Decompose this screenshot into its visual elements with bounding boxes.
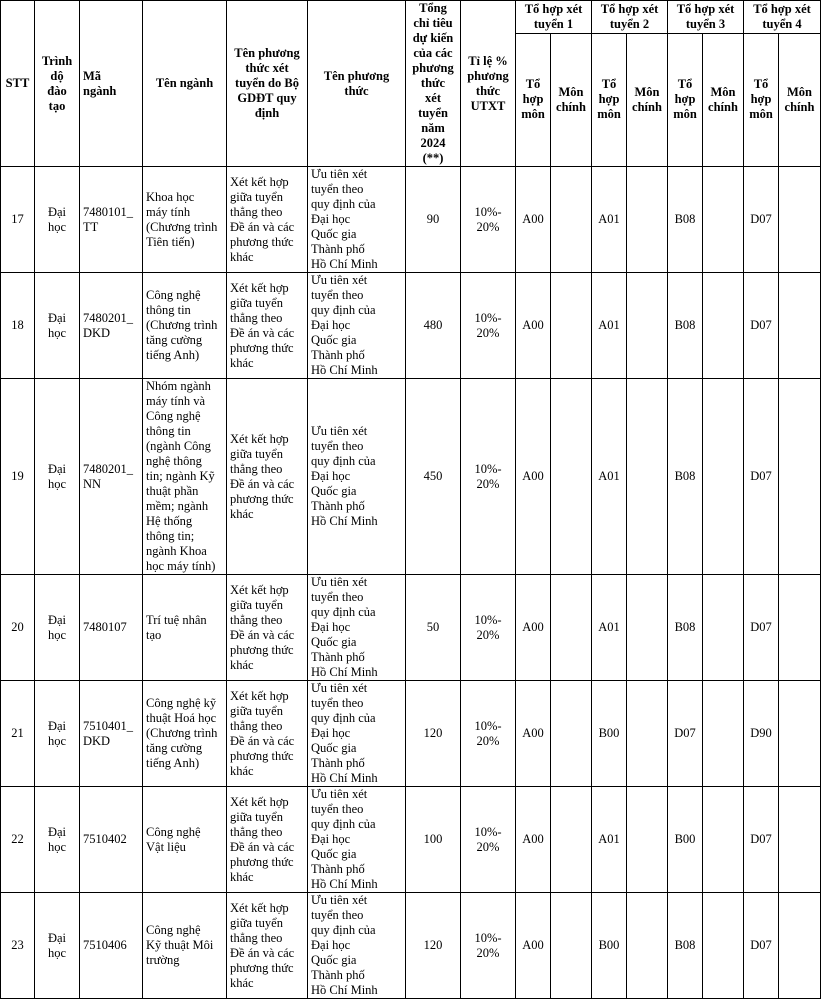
cell-mon-chinh-1: [551, 167, 592, 273]
cell-mon-chinh-1: [551, 273, 592, 379]
cell-ten-pt: Ưu tiên xét tuyển theo quy định của Đại học Quốc gia Thành phố Hồ Chí Minh: [308, 167, 406, 273]
cell-ten-pt: Ưu tiên xét tuyển theo quy định của Đại học Quốc gia Thành phố Hồ Chí Minh: [308, 787, 406, 893]
header-mon-chinh-4: Môn chính: [779, 33, 821, 166]
cell-ten-pt: Ưu tiên xét tuyển theo quy định của Đại học Quốc gia Thành phố Hồ Chí Minh: [308, 575, 406, 681]
cell-mon-chinh-1: [551, 787, 592, 893]
cell-to-hop-2: A01: [592, 575, 627, 681]
cell-ten-pt: Ưu tiên xét tuyển theo quy định của Đại học Quốc gia Thành phố Hồ Chí Minh: [308, 681, 406, 787]
cell-mon-chinh-1: [551, 681, 592, 787]
cell-ten-pt: Ưu tiên xét tuyển theo quy định của Đại học Quốc gia Thành phố Hồ Chí Minh: [308, 379, 406, 575]
cell-chi-tieu: 480: [406, 273, 461, 379]
cell-to-hop-4: D07: [744, 167, 779, 273]
header-to-hop-4: Tổ hợp xét tuyển 4: [744, 1, 821, 34]
header-mon-chinh-2: Môn chính: [627, 33, 668, 166]
cell-ten-nganh: Công nghệ Kỹ thuật Môi trường: [143, 893, 227, 999]
cell-ten-pt-bo: Xét kết hợp giữa tuyển thẳng theo Đề án và các phương thức khác: [227, 273, 308, 379]
table-body: [1, 167, 821, 999]
header-ten-pt-bo: Tên phương thức xét tuyển do Bộ GDĐT quy định: [227, 1, 308, 167]
header-ma-nganh: Mã ngành: [80, 1, 143, 167]
cell-stt: 21: [1, 681, 35, 787]
cell-ti-le: 10%- 20%: [461, 575, 516, 681]
cell-ten-pt-bo: Xét kết hợp giữa tuyển thẳng theo Đề án và các phương thức khác: [227, 681, 308, 787]
cell-trinh-do: Đại học: [35, 575, 80, 681]
cell-mon-chinh-3: [703, 273, 744, 379]
cell-ma-nganh: 7480101_ TT: [80, 167, 143, 273]
cell-stt: 18: [1, 273, 35, 379]
cell-ten-pt-bo: Xét kết hợp giữa tuyển thẳng theo Đề án và các phương thức khác: [227, 575, 308, 681]
cell-mon-chinh-2: [627, 379, 668, 575]
header-mon-chinh-1: Môn chính: [551, 33, 592, 166]
cell-mon-chinh-4: [779, 167, 821, 273]
cell-to-hop-2: A01: [592, 273, 627, 379]
header-tong-chi-tieu: Tổng chỉ tiêu dự kiến của các phương thức xét tuyển năm 2024 (**): [406, 1, 461, 167]
cell-to-hop-3: B08: [668, 893, 703, 999]
cell-to-hop-1: A00: [516, 575, 551, 681]
cell-to-hop-3: D07: [668, 681, 703, 787]
cell-to-hop-4: D07: [744, 379, 779, 575]
header-to-hop-2: Tổ hợp xét tuyển 2: [592, 1, 668, 34]
header-mon-chinh-3: Môn chính: [703, 33, 744, 166]
cell-ti-le: 10%- 20%: [461, 167, 516, 273]
header-stt: STT: [1, 1, 35, 167]
cell-mon-chinh-4: [779, 681, 821, 787]
cell-mon-chinh-4: [779, 787, 821, 893]
table-row: [1, 273, 821, 379]
cell-to-hop-3: B00: [668, 787, 703, 893]
cell-to-hop-3: B08: [668, 167, 703, 273]
cell-ti-le: 10%- 20%: [461, 273, 516, 379]
cell-trinh-do: Đại học: [35, 681, 80, 787]
cell-ma-nganh: 7510401_ DKD: [80, 681, 143, 787]
cell-mon-chinh-4: [779, 379, 821, 575]
cell-to-hop-1: A00: [516, 273, 551, 379]
cell-ma-nganh: 7510402: [80, 787, 143, 893]
cell-to-hop-3: B08: [668, 379, 703, 575]
cell-ten-pt-bo: Xét kết hợp giữa tuyển thẳng theo Đề án và các phương thức khác: [227, 893, 308, 999]
cell-ten-nganh: Công nghệ Vật liệu: [143, 787, 227, 893]
cell-stt: 20: [1, 575, 35, 681]
cell-chi-tieu: 50: [406, 575, 461, 681]
header-to-hop-mon-2: Tổ hợp môn: [592, 33, 627, 166]
cell-ten-nganh: Nhóm ngành máy tính và Công nghệ thông tin (ngành Công nghệ thông tin; ngành Kỹ thuật phần mềm; ngành Hệ thống thông tin; ngành Khoa học máy tính): [143, 379, 227, 575]
header-to-hop-mon-3: Tổ hợp môn: [668, 33, 703, 166]
cell-to-hop-1: A00: [516, 893, 551, 999]
cell-stt: 17: [1, 167, 35, 273]
cell-to-hop-2: A01: [592, 787, 627, 893]
cell-mon-chinh-1: [551, 893, 592, 999]
cell-chi-tieu: 120: [406, 893, 461, 999]
cell-to-hop-1: A00: [516, 167, 551, 273]
cell-to-hop-4: D90: [744, 681, 779, 787]
cell-mon-chinh-4: [779, 575, 821, 681]
cell-ma-nganh: 7510406: [80, 893, 143, 999]
cell-ten-nganh: Công nghệ kỹ thuật Hoá học (Chương trình tăng cường tiếng Anh): [143, 681, 227, 787]
cell-mon-chinh-2: [627, 167, 668, 273]
cell-ten-pt: Ưu tiên xét tuyển theo quy định của Đại học Quốc gia Thành phố Hồ Chí Minh: [308, 893, 406, 999]
cell-to-hop-2: B00: [592, 893, 627, 999]
cell-to-hop-4: D07: [744, 273, 779, 379]
cell-trinh-do: Đại học: [35, 787, 80, 893]
cell-ten-pt: Ưu tiên xét tuyển theo quy định của Đại học Quốc gia Thành phố Hồ Chí Minh: [308, 273, 406, 379]
cell-mon-chinh-3: [703, 379, 744, 575]
cell-mon-chinh-2: [627, 787, 668, 893]
cell-ten-pt-bo: Xét kết hợp giữa tuyển thẳng theo Đề án và các phương thức khác: [227, 379, 308, 575]
cell-mon-chinh-4: [779, 893, 821, 999]
header-ti-le: Tỉ lệ % phương thức UTXT: [461, 1, 516, 167]
cell-mon-chinh-2: [627, 893, 668, 999]
cell-chi-tieu: 450: [406, 379, 461, 575]
cell-to-hop-4: D07: [744, 787, 779, 893]
cell-to-hop-4: D07: [744, 575, 779, 681]
header-to-hop-mon-1: Tổ hợp môn: [516, 33, 551, 166]
table-row: [1, 893, 821, 999]
cell-ten-pt-bo: Xét kết hợp giữa tuyển thẳng theo Đề án và các phương thức khác: [227, 167, 308, 273]
cell-ti-le: 10%- 20%: [461, 379, 516, 575]
header-row-top: [1, 1, 821, 34]
cell-mon-chinh-4: [779, 273, 821, 379]
cell-mon-chinh-2: [627, 681, 668, 787]
cell-mon-chinh-1: [551, 379, 592, 575]
cell-mon-chinh-2: [627, 273, 668, 379]
cell-ti-le: 10%- 20%: [461, 787, 516, 893]
header-trinh-do: Trình dộ đào tạo: [35, 1, 80, 167]
cell-chi-tieu: 100: [406, 787, 461, 893]
cell-ma-nganh: 7480107: [80, 575, 143, 681]
cell-mon-chinh-3: [703, 575, 744, 681]
cell-ma-nganh: 7480201_ DKD: [80, 273, 143, 379]
cell-mon-chinh-3: [703, 893, 744, 999]
cell-stt: 22: [1, 787, 35, 893]
cell-ten-nganh: Khoa học máy tính (Chương trình Tiên tiến): [143, 167, 227, 273]
cell-chi-tieu: 120: [406, 681, 461, 787]
header-to-hop-3: Tổ hợp xét tuyển 3: [668, 1, 744, 34]
cell-ti-le: 10%- 20%: [461, 893, 516, 999]
cell-mon-chinh-3: [703, 787, 744, 893]
cell-to-hop-2: A01: [592, 379, 627, 575]
header-to-hop-mon-4: Tổ hợp môn: [744, 33, 779, 166]
table-row: [1, 575, 821, 681]
cell-to-hop-3: B08: [668, 273, 703, 379]
cell-stt: 23: [1, 893, 35, 999]
cell-to-hop-2: A01: [592, 167, 627, 273]
cell-stt: 19: [1, 379, 35, 575]
cell-to-hop-2: B00: [592, 681, 627, 787]
table-row: [1, 167, 821, 273]
cell-trinh-do: Đại học: [35, 893, 80, 999]
cell-chi-tieu: 90: [406, 167, 461, 273]
cell-ten-nganh: Công nghệ thông tin (Chương trình tăng cường tiếng Anh): [143, 273, 227, 379]
cell-to-hop-3: B08: [668, 575, 703, 681]
cell-to-hop-1: A00: [516, 379, 551, 575]
cell-to-hop-1: A00: [516, 681, 551, 787]
cell-trinh-do: Đại học: [35, 167, 80, 273]
table-row: [1, 379, 821, 575]
cell-mon-chinh-2: [627, 575, 668, 681]
cell-to-hop-4: D07: [744, 893, 779, 999]
cell-trinh-do: Đại học: [35, 273, 80, 379]
cell-ten-nganh: Trí tuệ nhân tạo: [143, 575, 227, 681]
cell-mon-chinh-3: [703, 167, 744, 273]
cell-mon-chinh-3: [703, 681, 744, 787]
table-row: [1, 681, 821, 787]
cell-ma-nganh: 7480201_ NN: [80, 379, 143, 575]
cell-ti-le: 10%- 20%: [461, 681, 516, 787]
cell-trinh-do: Đại học: [35, 379, 80, 575]
cell-mon-chinh-1: [551, 575, 592, 681]
cell-ten-pt-bo: Xét kết hợp giữa tuyển thẳng theo Đề án và các phương thức khác: [227, 787, 308, 893]
table-row: [1, 787, 821, 893]
header-ten-nganh: Tên ngành: [143, 1, 227, 167]
cell-to-hop-1: A00: [516, 787, 551, 893]
header-ten-pt: Tên phương thức: [308, 1, 406, 167]
header-to-hop-1: Tổ hợp xét tuyển 1: [516, 1, 592, 34]
